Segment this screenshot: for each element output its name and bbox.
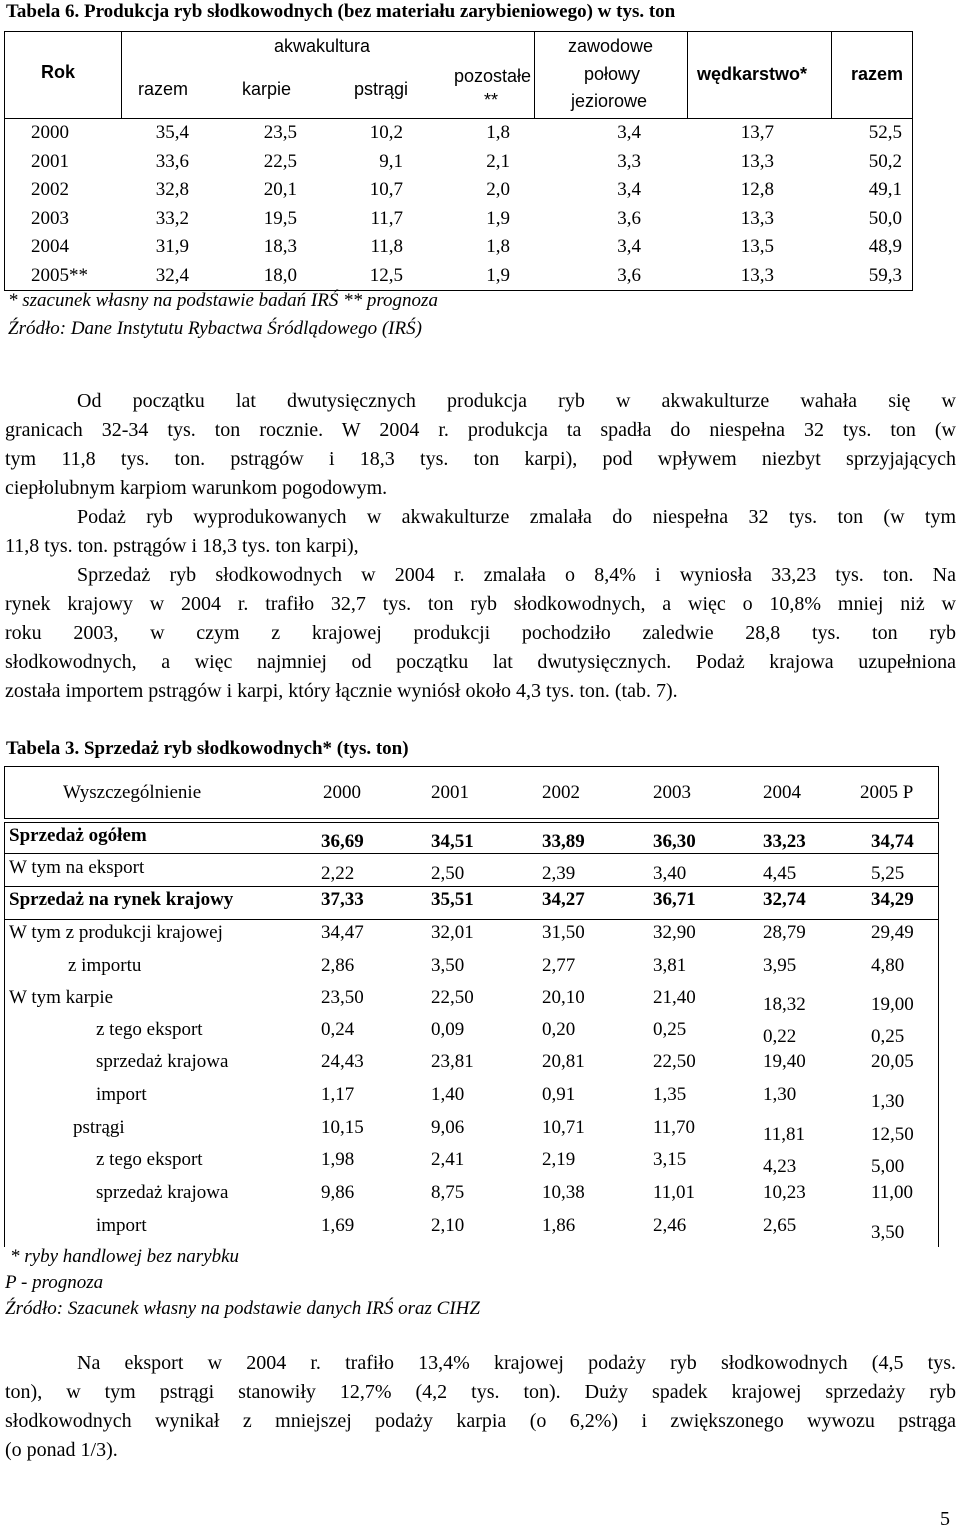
value-cell: 32,01 (431, 922, 474, 943)
value-cell: 9,1 (379, 150, 403, 172)
value-cell: 11,81 (763, 1124, 806, 1145)
table-row (5, 1180, 938, 1212)
value-cell: 3,4 (617, 122, 641, 143)
table-row (5, 855, 938, 887)
value-cell: 18,32 (763, 994, 806, 1015)
value-cell: 4,45 (763, 863, 797, 884)
table-row (5, 985, 938, 1017)
value-cell: 2,77 (542, 955, 576, 976)
value-cell: 2,10 (431, 1215, 465, 1236)
value-cell: 59,3 (868, 264, 902, 286)
value-cell: 13,3 (740, 264, 774, 286)
row-label: W tym na eksport (9, 857, 145, 878)
value-cell: 34,51 (431, 831, 474, 852)
row-divider (5, 919, 938, 920)
year-cell: 2001 (31, 150, 69, 172)
value-cell: 1,69 (321, 1215, 355, 1236)
value-cell: 33,23 (763, 831, 806, 852)
value-cell: 2,0 (486, 179, 510, 200)
value-cell: 23,81 (431, 1051, 474, 1072)
value-cell: 19,5 (263, 207, 297, 229)
value-cell: 20,81 (542, 1051, 585, 1072)
value-cell: 9,06 (431, 1117, 465, 1138)
table3-note-forecast: P - prognoza (5, 1272, 104, 1293)
value-cell: 1,30 (763, 1084, 797, 1105)
value-cell: 50,0 (868, 207, 902, 229)
value-cell: 48,9 (868, 236, 902, 257)
value-cell: 1,40 (431, 1084, 465, 1105)
value-cell: 4,23 (763, 1156, 797, 1177)
header-zawodowe: zawodowe (568, 36, 654, 56)
value-cell: 34,27 (542, 889, 585, 910)
paragraph-line: granicach 32-34 tys. ton rocznie. W 2004 r. produkcja ta spadła do niespełna 32 tys. ton (w (5, 419, 956, 441)
header-year-2005: 2005 P (860, 782, 914, 803)
table-row (5, 118, 912, 147)
paragraph-line: tym 11,8 tys. ton. pstrągów i 18,3 tys. ton karpi), pod wpływem niezbyt sprzyjających (5, 448, 956, 470)
paragraph-line: ciepłolubnym karpiom warunkom pogodowym. (5, 477, 388, 499)
value-cell: 3,6 (617, 207, 641, 229)
value-cell: 22,50 (431, 987, 474, 1008)
value-cell: 13,7 (740, 122, 774, 143)
row-label: z tego eksport (96, 1019, 203, 1040)
header-pstragi: pstrągi (354, 79, 409, 99)
table3-header (4, 766, 939, 819)
value-cell: 0,25 (653, 1019, 687, 1040)
row-label: sprzedaż krajowa (96, 1182, 229, 1203)
value-cell: 32,4 (155, 264, 189, 286)
divider (687, 32, 688, 118)
value-cell: 20,05 (871, 1051, 914, 1072)
paragraph-line: 11,8 tys. ton. pstrągów i 18,3 tys. ton karpi), (5, 535, 359, 557)
table-row (5, 204, 912, 233)
value-cell: 49,1 (868, 179, 902, 200)
header-jeziorowe: jeziorowe (571, 91, 648, 111)
value-cell: 23,5 (263, 122, 297, 143)
value-cell: 18,0 (263, 264, 297, 286)
value-cell: 10,71 (542, 1117, 585, 1138)
row-label: W tym karpie (9, 987, 114, 1008)
header-year-2001: 2001 (431, 782, 469, 803)
value-cell: 36,30 (653, 831, 696, 852)
value-cell: 0,24 (321, 1019, 355, 1040)
paragraph-2 (5, 1349, 956, 1465)
table6-source: Źródło: Dane Instytutu Rybactwa Śródlądowego (IRŚ) (8, 318, 422, 339)
value-cell: 1,8 (486, 236, 510, 257)
paragraph-line: słodkowodnych, a więc najmniej od początku lat dwutysięcznych. Podaż krajowa uzupełniona (5, 651, 956, 673)
value-cell: 24,43 (321, 1051, 364, 1072)
value-cell: 3,50 (431, 955, 465, 976)
header-wedkarstwo: wędkarstwo* (697, 64, 808, 84)
value-cell: 3,81 (653, 955, 687, 976)
table3-title: Tabela 3. Sprzedaż ryb słodkowodnych* (tys. ton) (6, 738, 409, 759)
paragraph-line: została importem pstrągów i karpi, który łącznie wyniósł około 4,3 tys. ton. (tab. 7). (5, 680, 678, 702)
header-karpie: karpie (242, 79, 292, 99)
value-cell: 3,95 (763, 955, 797, 976)
divider (831, 32, 832, 118)
paragraph-line: ton), w tym pstrągi stanowiły 12,7% (4,2 tys. ton). Duży spadek krajowej sprzedaży ryb (5, 1381, 956, 1403)
value-cell: 2,50 (431, 863, 465, 884)
header-razem: razem (138, 79, 189, 99)
table-row (5, 887, 938, 919)
value-cell: 1,9 (486, 264, 510, 286)
value-cell: 11,01 (653, 1182, 696, 1203)
row-label: sprzedaż krajowa (96, 1051, 229, 1072)
value-cell: 29,49 (871, 922, 914, 943)
page-number: 5 (940, 1508, 950, 1530)
value-cell: 0,20 (542, 1019, 576, 1040)
table3-note: * ryby handlowej bez narybku (10, 1246, 240, 1267)
row-label: Sprzedaż ogółem (9, 825, 147, 846)
value-cell: 9,86 (321, 1182, 355, 1203)
value-cell: 2,46 (653, 1215, 687, 1236)
value-cell: 0,25 (871, 1026, 905, 1047)
table-row (5, 823, 938, 855)
header-pozostale-mark: ** (484, 90, 499, 110)
header-razem-total: razem (851, 64, 904, 84)
value-cell: 5,00 (871, 1156, 905, 1177)
value-cell: 5,25 (871, 863, 905, 884)
value-cell: 10,23 (763, 1182, 806, 1203)
header-year-2000: 2000 (323, 782, 361, 803)
year-cell: 2002 (31, 179, 69, 200)
value-cell: 1,30 (871, 1091, 905, 1112)
value-cell: 34,74 (871, 831, 914, 852)
paragraph-line: Sprzedaż ryb słodkowodnych w 2004 r. zmalała o 8,4% i wyniosła 33,23 tys. ton. Na (77, 564, 956, 586)
value-cell: 8,75 (431, 1182, 465, 1203)
paragraph-line: Od początku lat dwutysięcznych produkcja ryb w akwakulturze wahała się w (77, 390, 956, 412)
paragraph-line: Na eksport w 2004 r. trafiło 13,4% krajowej podaży ryb słodkowodnych (4,5 tys. (77, 1352, 956, 1374)
year-cell: 2003 (31, 207, 69, 229)
value-cell: 2,22 (321, 863, 355, 884)
divider (534, 32, 535, 118)
table3-source: Źródło: Szacunek własny na podstawie danych IRŚ oraz CIHZ (5, 1298, 480, 1319)
value-cell: 13,3 (740, 207, 774, 229)
value-cell: 10,7 (369, 179, 403, 200)
year-cell: 2004 (31, 236, 69, 257)
year-cell: 2005** (31, 264, 88, 286)
paragraph-1 (5, 387, 956, 706)
year-cell: 2000 (31, 122, 69, 143)
value-cell: 2,86 (321, 955, 355, 976)
table6-title: Tabela 6. Produkcja ryb słodkowodnych (bez materiału zarybieniowego) w tys. ton (6, 1, 676, 22)
value-cell: 3,50 (871, 1222, 905, 1243)
table-row (5, 953, 938, 985)
paragraph-line: słodkowodnych wynikał z mniejszej podaży karpia (o 6,2%) i zwiększonego wywozu pstrąga (5, 1410, 956, 1432)
header-wyszczegolnienie: Wyszczególnienie (63, 782, 202, 803)
value-cell: 11,00 (871, 1182, 914, 1203)
table-row (5, 920, 938, 952)
value-cell: 0,09 (431, 1019, 465, 1040)
value-cell: 1,9 (486, 207, 510, 229)
value-cell: 12,5 (369, 264, 403, 286)
value-cell: 0,91 (542, 1084, 576, 1105)
value-cell: 11,8 (370, 236, 403, 257)
value-cell: 34,29 (871, 889, 914, 910)
table-row (5, 1049, 938, 1081)
table-row (5, 232, 912, 261)
table-row (5, 147, 912, 176)
header-rok: Rok (41, 62, 76, 82)
row-divider (5, 853, 938, 854)
paragraph-line: Podaż ryb wyprodukowanych w akwakulturze zmalała do niespełna 32 tys. ton (w tym (77, 506, 956, 528)
value-cell: 0,22 (763, 1026, 797, 1047)
row-divider (5, 886, 938, 887)
value-cell: 21,40 (653, 987, 696, 1008)
value-cell: 1,8 (486, 122, 510, 143)
row-label: Sprzedaż na rynek krajowy (9, 889, 234, 910)
table6 (4, 31, 913, 291)
row-label: import (96, 1084, 147, 1105)
value-cell: 3,3 (617, 150, 641, 172)
value-cell: 37,33 (321, 889, 364, 910)
paragraph-line: rynek krajowy w 2004 r. trafiło 32,7 tys. ton ryb słodkowodnych, a więc o 10,8% mniej niż w (5, 593, 956, 615)
value-cell: 18,3 (263, 236, 297, 257)
value-cell: 31,9 (155, 236, 189, 257)
value-cell: 35,4 (155, 122, 189, 143)
value-cell: 52,5 (868, 122, 902, 143)
value-cell: 3,15 (653, 1149, 687, 1170)
value-cell: 50,2 (868, 150, 902, 172)
header-polowy: połowy (584, 64, 641, 84)
table-row (5, 1213, 938, 1245)
value-cell: 11,7 (370, 207, 403, 229)
value-cell: 2,1 (486, 150, 510, 172)
row-label: pstrągi (73, 1117, 125, 1138)
value-cell: 19,40 (763, 1051, 806, 1072)
table-row (5, 1115, 938, 1147)
value-cell: 31,50 (542, 922, 585, 943)
row-label: z importu (68, 955, 142, 976)
value-cell: 4,80 (871, 955, 905, 976)
row-label: z tego eksport (96, 1149, 203, 1170)
value-cell: 36,69 (321, 831, 364, 852)
value-cell: 1,86 (542, 1215, 576, 1236)
value-cell: 20,1 (263, 179, 297, 200)
value-cell: 28,79 (763, 922, 806, 943)
header-year-2004: 2004 (763, 782, 801, 803)
value-cell: 32,8 (155, 179, 189, 200)
table-row (5, 175, 912, 204)
row-label: W tym z produkcji krajowej (9, 922, 223, 943)
value-cell: 12,50 (871, 1124, 914, 1145)
header-pozostale: pozostałe (454, 66, 532, 86)
table6-note: * szacunek własny na podstawie badań IRŚ ** prognoza (8, 290, 438, 311)
header-akwakultura: akwakultura (274, 36, 371, 56)
header-year-2002: 2002 (542, 782, 580, 803)
value-cell: 2,65 (763, 1215, 797, 1236)
table3-body (4, 822, 939, 1247)
value-cell: 3,40 (653, 863, 687, 884)
value-cell: 1,35 (653, 1084, 687, 1105)
table-row (5, 261, 912, 290)
divider (121, 32, 122, 118)
value-cell: 2,41 (431, 1149, 465, 1170)
value-cell: 12,8 (740, 179, 774, 200)
value-cell: 22,50 (653, 1051, 696, 1072)
value-cell: 3,6 (617, 264, 641, 286)
value-cell: 35,51 (431, 889, 474, 910)
value-cell: 23,50 (321, 987, 364, 1008)
row-label: import (96, 1215, 147, 1236)
value-cell: 1,17 (321, 1084, 355, 1105)
value-cell: 20,10 (542, 987, 585, 1008)
value-cell: 2,39 (542, 863, 576, 884)
paragraph-line: roku 2003, w czym z krajowej produkcji pochodziło zaledwie 28,8 tys. ton ryb (5, 622, 956, 644)
value-cell: 34,47 (321, 922, 364, 943)
value-cell: 10,15 (321, 1117, 364, 1138)
value-cell: 33,6 (155, 150, 189, 172)
value-cell: 32,74 (763, 889, 806, 910)
value-cell: 10,2 (369, 122, 403, 143)
value-cell: 33,2 (155, 207, 189, 229)
value-cell: 10,38 (542, 1182, 585, 1203)
value-cell: 11,70 (653, 1117, 696, 1138)
table-row (5, 1147, 938, 1179)
value-cell: 22,5 (263, 150, 297, 172)
value-cell: 3,4 (617, 179, 641, 200)
value-cell: 2,19 (542, 1149, 576, 1170)
paragraph-line: (o ponad 1/3). (5, 1439, 118, 1461)
value-cell: 1,98 (321, 1149, 355, 1170)
value-cell: 13,3 (740, 150, 774, 172)
value-cell: 19,00 (871, 994, 914, 1015)
value-cell: 36,71 (653, 889, 696, 910)
value-cell: 13,5 (740, 236, 774, 257)
value-cell: 32,90 (653, 922, 696, 943)
table-row (5, 1017, 938, 1049)
value-cell: 33,89 (542, 831, 585, 852)
value-cell: 3,4 (617, 236, 641, 257)
table-row (5, 1082, 938, 1114)
header-year-2003: 2003 (653, 782, 691, 803)
